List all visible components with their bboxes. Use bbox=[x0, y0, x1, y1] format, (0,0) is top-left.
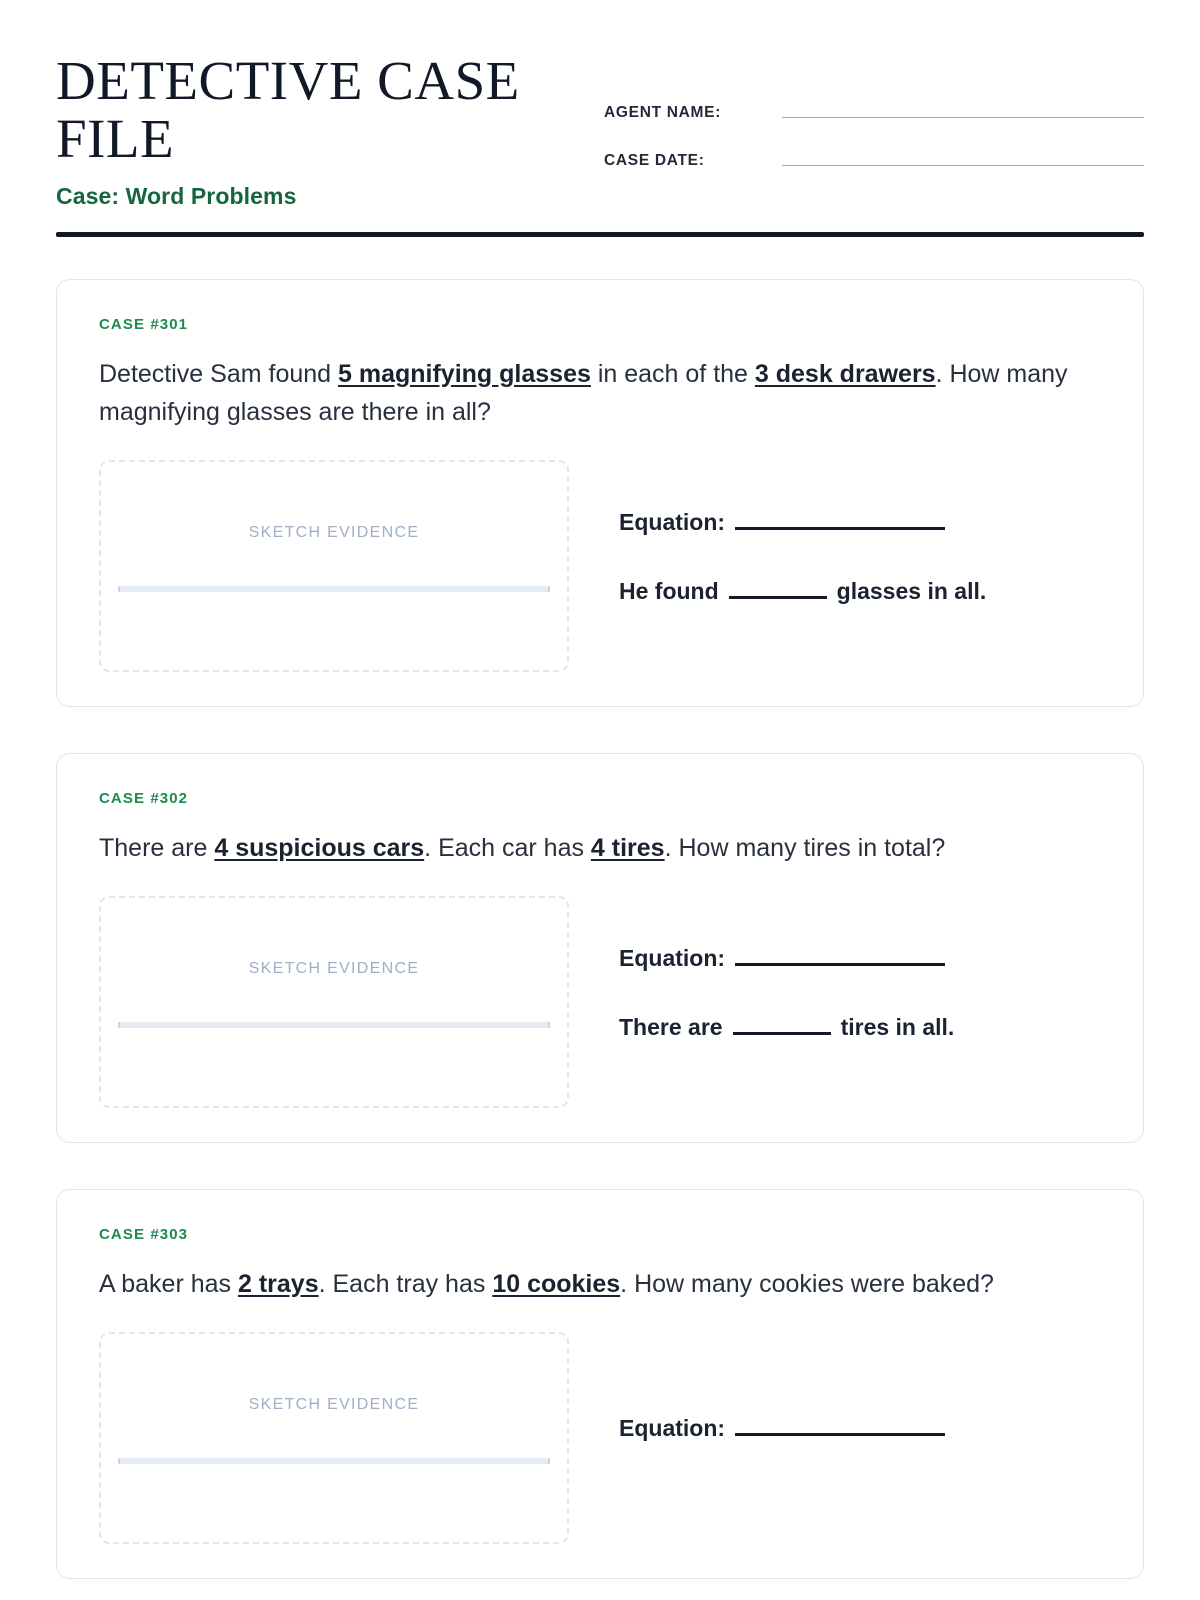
page-title: DETECTIVE CASE FILE bbox=[56, 50, 520, 170]
prompt-highlight: 5 magnifying glasses bbox=[338, 359, 591, 388]
equation-row bbox=[619, 945, 1101, 972]
agent-name-input[interactable] bbox=[782, 117, 1144, 118]
case-date-row bbox=[604, 152, 1144, 170]
case-work-area bbox=[99, 896, 1101, 1108]
equation-label: Equation: bbox=[619, 944, 726, 971]
case-id: CASE #303 bbox=[99, 1225, 189, 1243]
prompt-highlight: 3 desk drawers bbox=[754, 359, 936, 388]
case-card bbox=[56, 753, 1144, 1143]
equation-input[interactable] bbox=[735, 1420, 945, 1436]
case-id: CASE #301 bbox=[99, 315, 189, 333]
case-prompt bbox=[99, 355, 1101, 433]
prompt-text: There are bbox=[99, 834, 215, 863]
case-card bbox=[56, 279, 1144, 708]
prompt-text: . How many tires in total? bbox=[664, 834, 946, 863]
prompt-text: A baker has bbox=[99, 1269, 238, 1298]
agent-name-row bbox=[604, 104, 1144, 122]
answer-area bbox=[619, 460, 1101, 672]
equation-label: Equation: bbox=[619, 1415, 726, 1442]
equation-label: Equation: bbox=[619, 509, 726, 536]
answer-suffix: glasses in all. bbox=[836, 578, 987, 605]
page-subtitle: Case: Word Problems bbox=[56, 182, 297, 209]
answer-input[interactable] bbox=[733, 1021, 831, 1035]
case-card bbox=[56, 1189, 1144, 1579]
case-prompt bbox=[99, 1265, 1101, 1304]
answer-area bbox=[619, 896, 1101, 1108]
prompt-text: . Each tray has bbox=[318, 1269, 493, 1298]
sketch-guide-line bbox=[118, 1458, 550, 1464]
prompt-highlight: 4 suspicious cars bbox=[214, 834, 425, 863]
case-id: CASE #302 bbox=[99, 790, 189, 808]
sketch-guide-line bbox=[118, 586, 550, 592]
case-date-label: CASE DATE: bbox=[604, 152, 705, 169]
agent-name-label: AGENT NAME: bbox=[604, 104, 722, 121]
equation-input[interactable] bbox=[735, 514, 945, 530]
header-fields bbox=[604, 52, 1144, 200]
header-title-block bbox=[56, 52, 596, 210]
case-prompt bbox=[99, 829, 1101, 868]
sketch-evidence-label: SKETCH EVIDENCE bbox=[248, 1395, 420, 1413]
sketch-evidence-label: SKETCH EVIDENCE bbox=[248, 959, 420, 977]
equation-row bbox=[619, 1415, 1101, 1442]
equation-input[interactable] bbox=[735, 950, 945, 966]
answer-sentence-row bbox=[619, 1014, 1101, 1041]
equation-row bbox=[619, 509, 1101, 536]
answer-area bbox=[619, 1332, 1101, 1544]
prompt-text: . How many cookies were baked? bbox=[620, 1269, 994, 1298]
prompt-text: . How many magnifying glasses are there in all? bbox=[99, 359, 1068, 427]
answer-sentence-row bbox=[619, 578, 1101, 605]
case-work-area bbox=[99, 1332, 1101, 1544]
answer-input[interactable] bbox=[729, 585, 827, 599]
case-list bbox=[56, 279, 1144, 1579]
prompt-highlight: 10 cookies bbox=[492, 1269, 621, 1298]
answer-prefix: There are bbox=[619, 1013, 723, 1040]
sketch-evidence-label: SKETCH EVIDENCE bbox=[248, 524, 420, 542]
prompt-highlight: 2 trays bbox=[237, 1269, 319, 1298]
sketch-evidence-box[interactable] bbox=[99, 896, 569, 1108]
prompt-highlight: 4 tires bbox=[590, 834, 665, 863]
sketch-evidence-box[interactable] bbox=[99, 460, 569, 672]
worksheet-header bbox=[56, 52, 1144, 210]
sketch-evidence-box[interactable] bbox=[99, 1332, 569, 1544]
prompt-text: Detective Sam found bbox=[99, 359, 339, 388]
case-work-area bbox=[99, 460, 1101, 672]
header-divider bbox=[56, 232, 1144, 237]
prompt-text: . Each car has bbox=[424, 834, 591, 863]
prompt-text: in each of the bbox=[590, 359, 755, 388]
sketch-guide-line bbox=[118, 1022, 550, 1028]
answer-suffix: tires in all. bbox=[840, 1013, 955, 1040]
answer-prefix: He found bbox=[619, 578, 719, 605]
case-date-input[interactable] bbox=[782, 165, 1144, 166]
